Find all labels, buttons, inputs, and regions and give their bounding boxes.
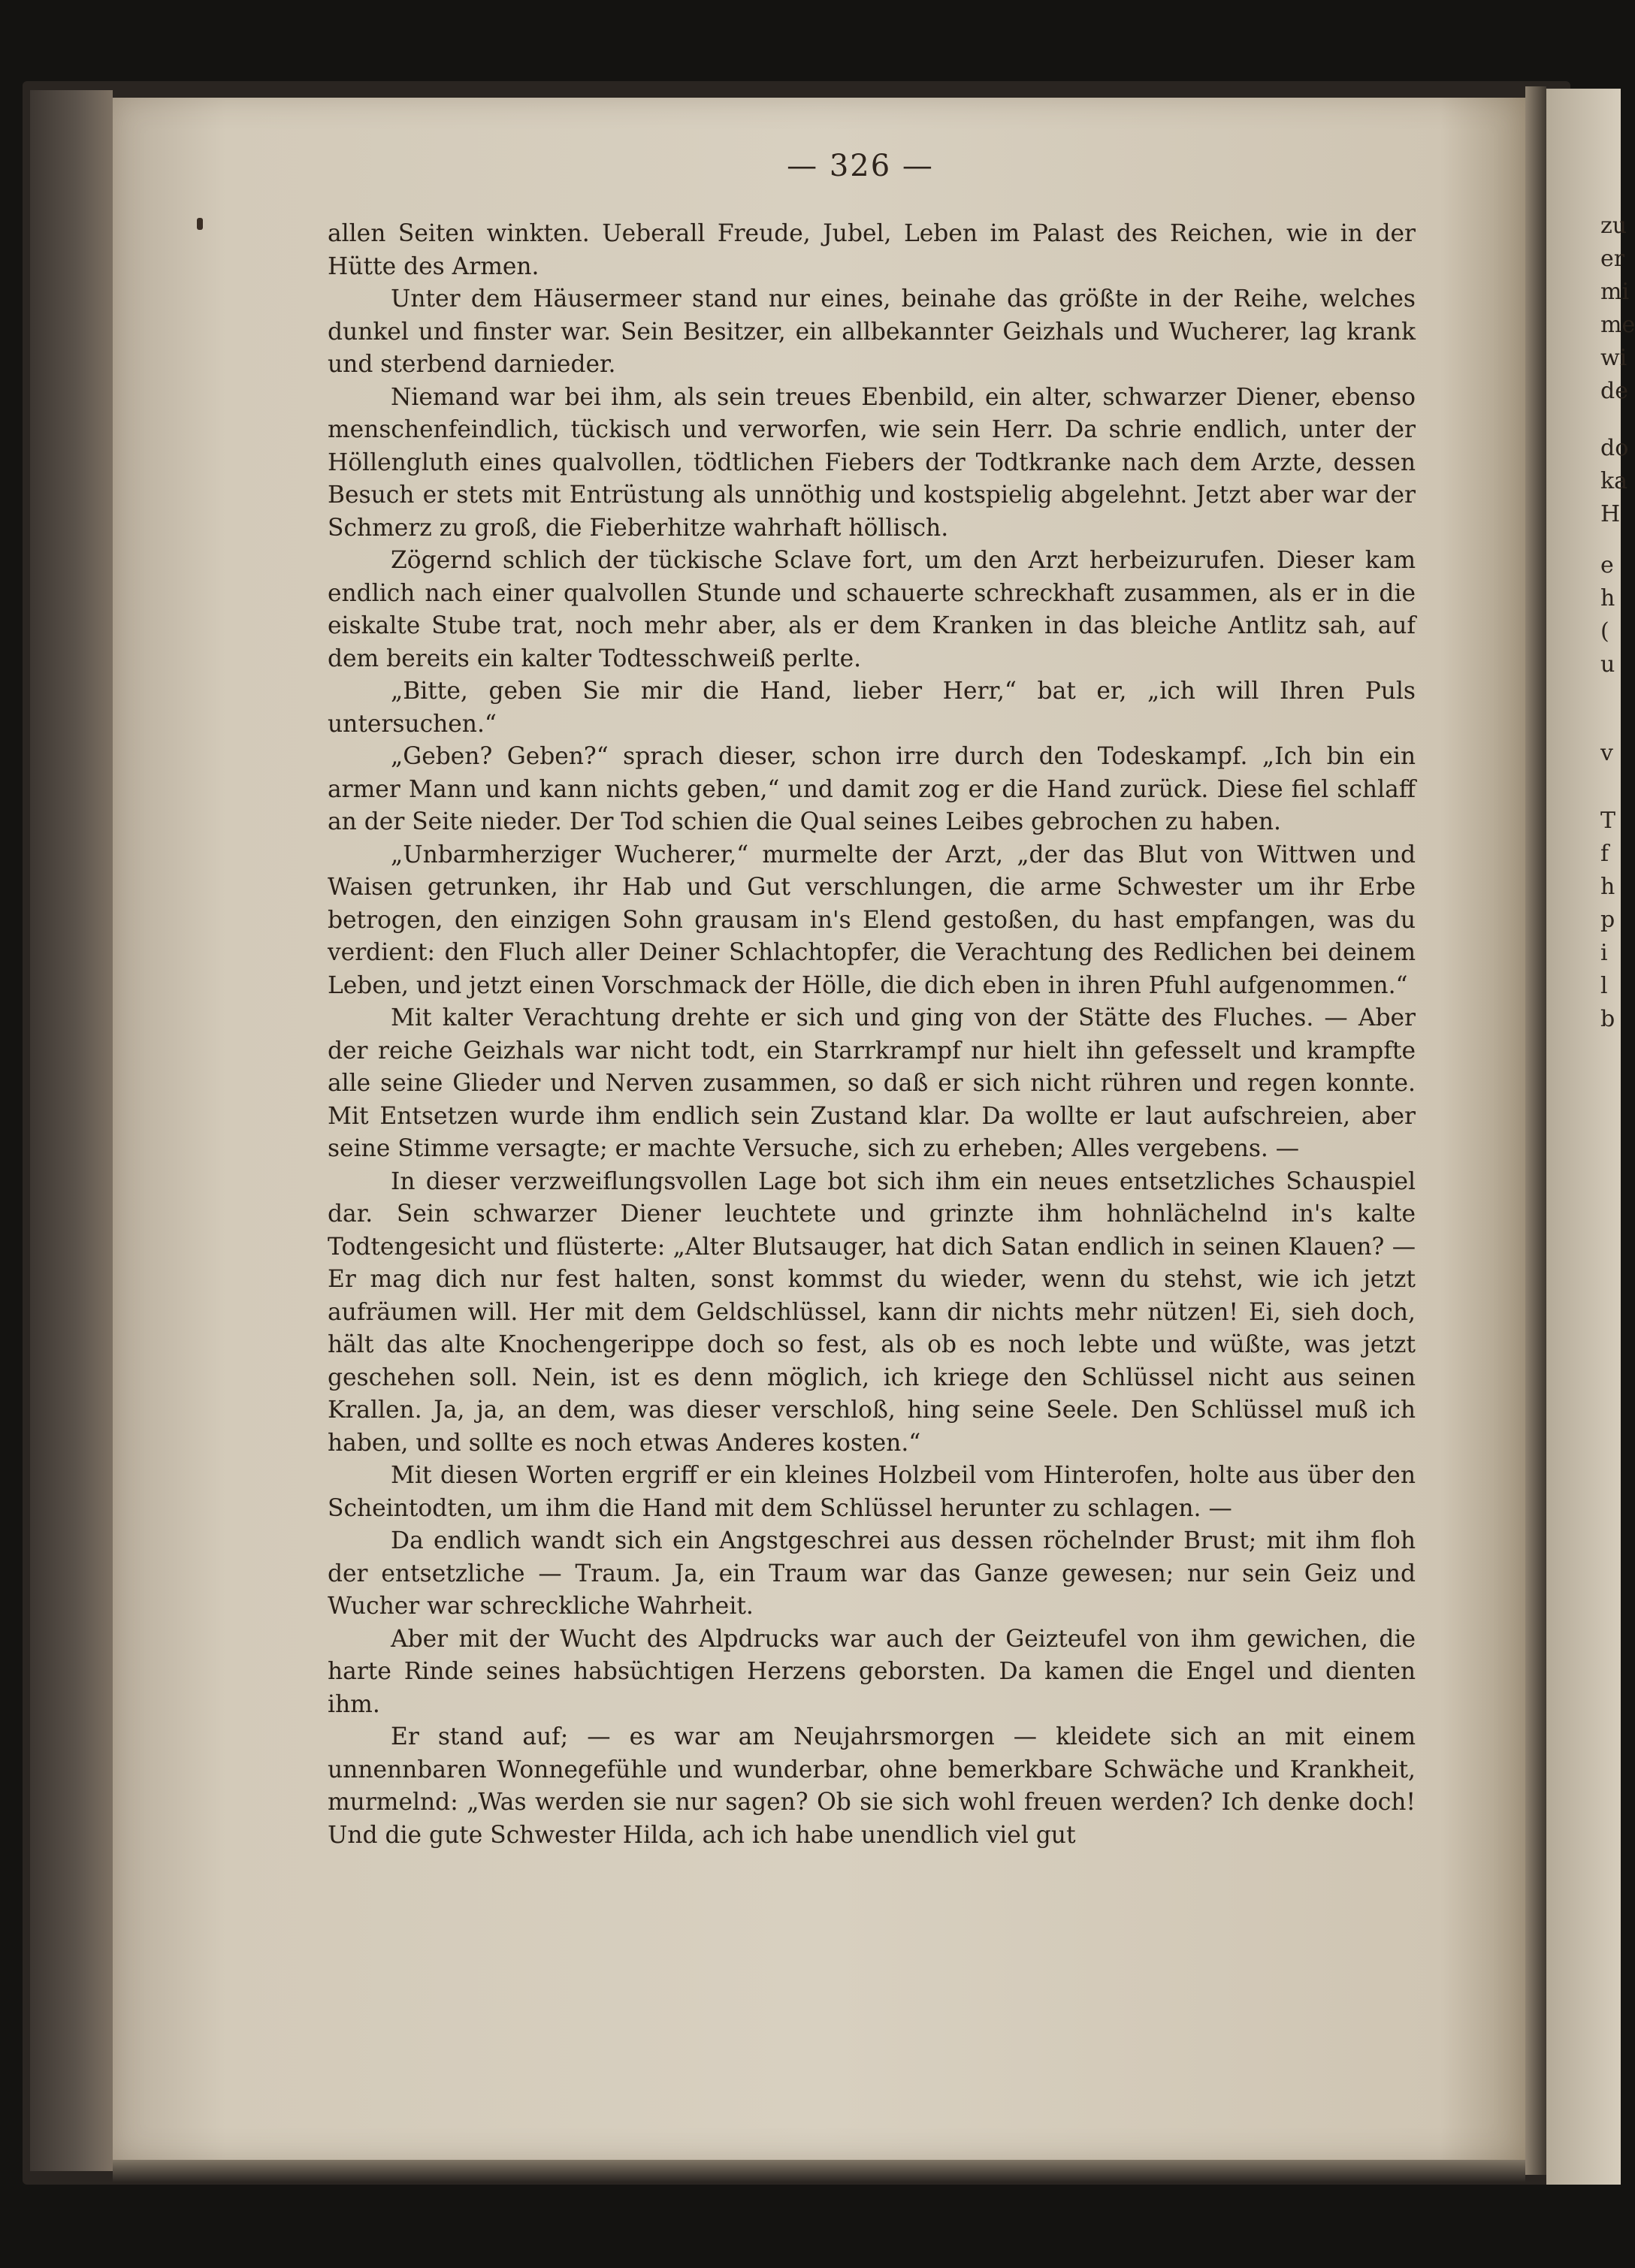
next-page-fragment: zu <box>1600 213 1627 239</box>
paragraph: „Bitte, geben Sie mir die Hand, lieber Herr,“ bat er, „ich will Ihren Puls untersuchen.“ <box>328 678 1416 738</box>
next-page-fragment: de <box>1600 378 1628 404</box>
page-number-header: — 326 — <box>787 149 934 183</box>
paragraph: Mit diesen Worten ergriff er ein kleines Holzbeil vom Hinterofen, holte aus über den Scheintodten, um ihm die Hand mit dem Schlüssel herunter zu schlagen. — <box>328 1462 1416 1522</box>
next-page-fragment: i <box>1600 940 1608 966</box>
next-page-fragment: l <box>1600 973 1608 999</box>
next-page-fragment: me <box>1600 312 1635 338</box>
next-page-edge <box>1546 89 1635 2185</box>
next-page-fragment: e <box>1600 552 1614 578</box>
next-page-fragment: H <box>1600 501 1621 527</box>
next-page-fragment: T <box>1600 808 1616 834</box>
next-page-fragment: h <box>1600 585 1615 612</box>
next-page-fragment: mi <box>1600 279 1630 305</box>
paragraph: In dieser verzweiflungsvollen Lage bot sich ihm ein neues entsetzliches Schauspiel dar. Sein schwarzer Diener leuchtete und grinzte ihm hohnlächelnd in's kalte Todtengesicht und flüsterte: „Alter Blutsauger, hat dich Satan endlich in seinen Klauen? — Er mag dich nur fest halten, sonst kommst du wieder, wenn du stehst, wie ich jetzt aufräumen will. Her mit dem Geldschlüssel, kann dir nichts mehr nützen! Ei, sieh doch, hält das alte Knochengerippe doch so fest, als ob es noch lebte und wüßte, was jetzt geschehen soll. Nein, ist es denn möglich, ich kriege den Schlüssel nicht aus seinen Krallen. Ja, ja, an dem, was dieser verschloß, hing seine Seele. Den Schlüssel muß ich haben, und sollte es noch etwas Anderes kosten.“ <box>328 1167 1416 1457</box>
next-page-fragment: do <box>1600 435 1629 461</box>
paragraph: „Geben? Geben?“ sprach dieser, schon irre durch den Todeskampf. „Ich bin ein armer Mann und kann nichts geben,“ und damit zog er die Hand zurück. Diese fiel schlaff an der Seite nieder. Der Tod schien die Qual seines Leibes gebrochen zu haben. <box>328 743 1416 835</box>
body-text <box>328 218 1416 1852</box>
paragraph: Mit kalter Verachtung drehte er sich und ging von der Stätte des Fluches. — Aber der reiche Geizhals war nicht todt, ein Starrkrampf nur hielt ihn gefesselt und krampfte alle seine Glieder und Nerven zusammen, so daß er sich nicht rühren und regen konnte. Mit Entsetzen wurde ihm endlich sein Zustand klar. Da wollte er laut aufschreien, aber seine Stimme versagte; er machte Versuche, sich zu erheben; Alles vergebens. — <box>328 1004 1416 1162</box>
page-bottom-edge <box>113 2160 1525 2182</box>
paragraph: allen Seiten winkten. Ueberall Freude, Jubel, Leben im Palast des Reichen, wie in der Hütte des Armen. <box>328 220 1416 280</box>
next-page-fragment: ka <box>1600 468 1628 494</box>
next-page-fragment: er <box>1600 246 1625 272</box>
paragraph: Unter dem Häusermeer stand nur eines, beinahe das größte in der Reihe, welches dunkel und finster war. Sein Besitzer, ein allbekannter Geizhals und Wucherer, lag krank und sterbend darnieder. <box>328 285 1416 378</box>
next-page-fragment: f <box>1600 841 1609 867</box>
next-page-fragment: v <box>1600 740 1613 766</box>
page-gutter <box>1525 86 1546 2175</box>
next-page-fragment: u <box>1600 651 1615 678</box>
next-page-fragment: p <box>1600 907 1615 933</box>
next-page-fragment: b <box>1600 1006 1615 1032</box>
paragraph: Er stand auf; — es war am Neujahrsmorgen — kleidete sich an mit einem unnennbaren Wonnegefühle und wunderbar, ohne bemerkbare Schwäche und Krankheit, murmelnd: „Was werden sie nur sagen? Ob sie sich wohl freuen werden? Ich denke doch! Und die gute Schwester Hilda, ach ich habe unendlich viel gut <box>328 1723 1416 1849</box>
next-page-fragment: wi <box>1600 345 1627 371</box>
paragraph: Da endlich wandt sich ein Angstgeschrei aus dessen röchelnder Brust; mit ihm floh der entsetzliche — Traum. Ja, ein Traum war das Ganze gewesen; nur sein Geiz und Wucher war schreckliche Wahrheit. <box>328 1527 1416 1620</box>
paragraph: „Unbarmherziger Wucherer,“ murmelte der Arzt, „der das Blut von Wittwen und Waisen getrunken, ihr Hab und Gut verschlungen, die arme Schwester um ihr Erbe betrogen, den einzigen Sohn grausam in's Elend gestoßen, du hast empfangen, was du verdient: den Fluch aller Deiner Schlachtopfer, die Verachtung des Redlichen bei deinem Leben, und jetzt einen Vorschmack der Hölle, die dich eben in ihren Pfuhl aufgenommen.“ <box>328 841 1416 999</box>
next-page-fragment: h <box>1600 874 1615 900</box>
paragraph: Niemand war bei ihm, als sein treues Ebenbild, ein alter, schwarzer Diener, ebenso menschenfeindlich, tückisch und verworfen, wie sein Herr. Da schrie endlich, unter der Höllengluth eines qualvollen, tödtlichen Fiebers der Todtkranke nach dem Arzte, dessen Besuch er stets mit Entrüstung als unnöthig und kostspielig abgelehnt. Jetzt aber war der Schmerz zu groß, die Fieberhitze wahrhaft höllisch. <box>328 383 1416 542</box>
next-page-fragment: ( <box>1600 618 1609 645</box>
book-spine-edge <box>30 90 113 2171</box>
paragraph: Zögernd schlich der tückische Sclave fort, um den Arzt herbeizurufen. Dieser kam endlich nach einer qualvollen Stunde und schauerte schreckhaft zusammen, als er in die eiskalte Stube trat, noch mehr aber, als er dem Kranken in das bleiche Antlitz sah, auf dem bereits ein kalter Todtesschweiß perlte. <box>328 547 1416 672</box>
paragraph: Aber mit der Wucht des Alpdrucks war auch der Geizteufel von ihm gewichen, die harte Rinde seines habsüchtigen Herzens geborsten. Da kamen die Engel und dienten ihm. <box>328 1625 1416 1718</box>
ink-mark <box>197 218 203 230</box>
